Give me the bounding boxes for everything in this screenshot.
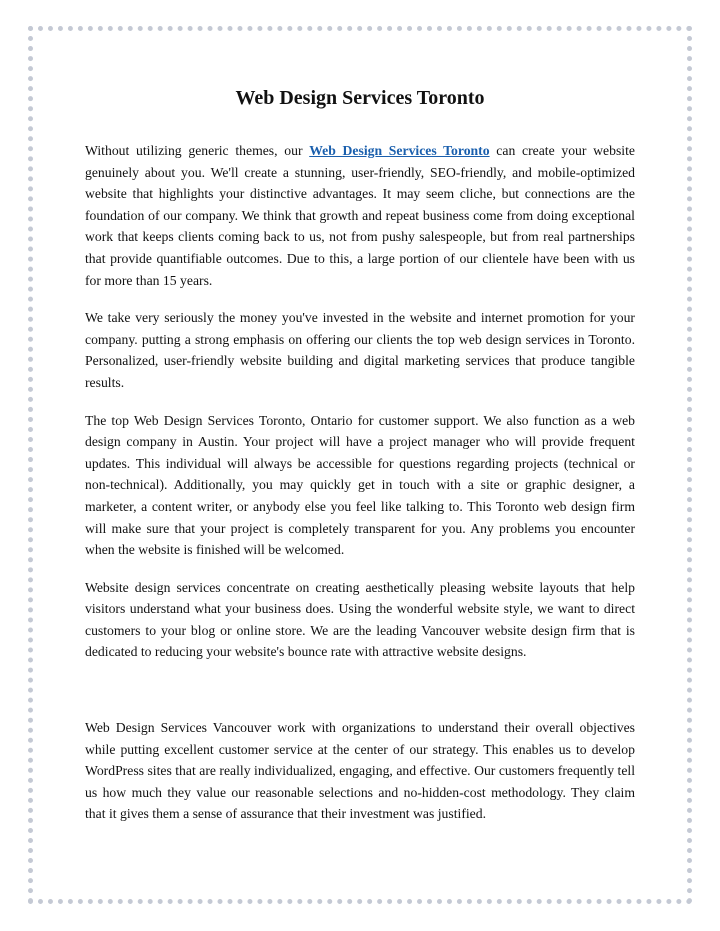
document-body [85,82,635,841]
document-title: Web Design Services Toronto [235,87,485,109]
paragraph-support: The top Web Design Services Toronto, Ontario for customer support. We also function as a web design company in Austin. Your project will have a project manager who will provide frequent updates. This individual will always be accessible for questions regarding projects (technical or non-technical). Additionally, you may quickly get in touch with a site or graphic designer, a marketer, a content writer, or anybody else you feel like talking to. This Toronto web design firm will make sure that your project is completely transparent for you. Any problems you encounter when the website is finished will be welcomed. [85,412,635,558]
paragraph-intro-before: Without utilizing generic themes, our [85,143,310,158]
paragraph-design-services: Website design services concentrate on creating aesthetically pleasing website layouts that help visitors understand what your business does. Using the wonderful website style, we want to direct customers to your blog or online store. We are the leading Vancouver website design firm that is dedicated to reducing your website's bounce rate with attractive website designs. [85,579,635,660]
paragraph-vancouver: Web Design Services Vancouver work with organizations to understand their overall objectives while putting excellent customer service at the center of our strategy. This enables us to develop WordPress sites that are really individualized, engaging, and effective. Our customers frequently tell us how much they value our reasonable selections and no-hidden-cost methodology. They claim that it gives them a sense of assurance that their investment was justified. [85,720,635,822]
paragraph-intro [85,140,635,291]
paragraph-intro-after: can create your website genuinely about you. We'll create a stunning, user-friendly, SEO-friendly, and mobile-optimized website that highlights your distinctive advantages. It may seem cliche, but connections are the foundation of our company. We think that growth and repeat business come from doing exceptional work that keeps clients coming back to us, not from pushy salespeople, but from real partnerships that provide quantifiable outcomes. Due to this, a large portion of our clientele have been with us for more than 15 years. [85,143,635,288]
paragraph-investment: We take very seriously the money you've invested in the website and internet promotion for your company. putting a strong emphasis on offering our clients the top web design services in Toronto. Personalized, user-friendly website building and digital marketing services that produce tangible results. [85,310,635,390]
web-design-services-toronto-link[interactable]: Web Design Services Toronto [309,143,490,158]
